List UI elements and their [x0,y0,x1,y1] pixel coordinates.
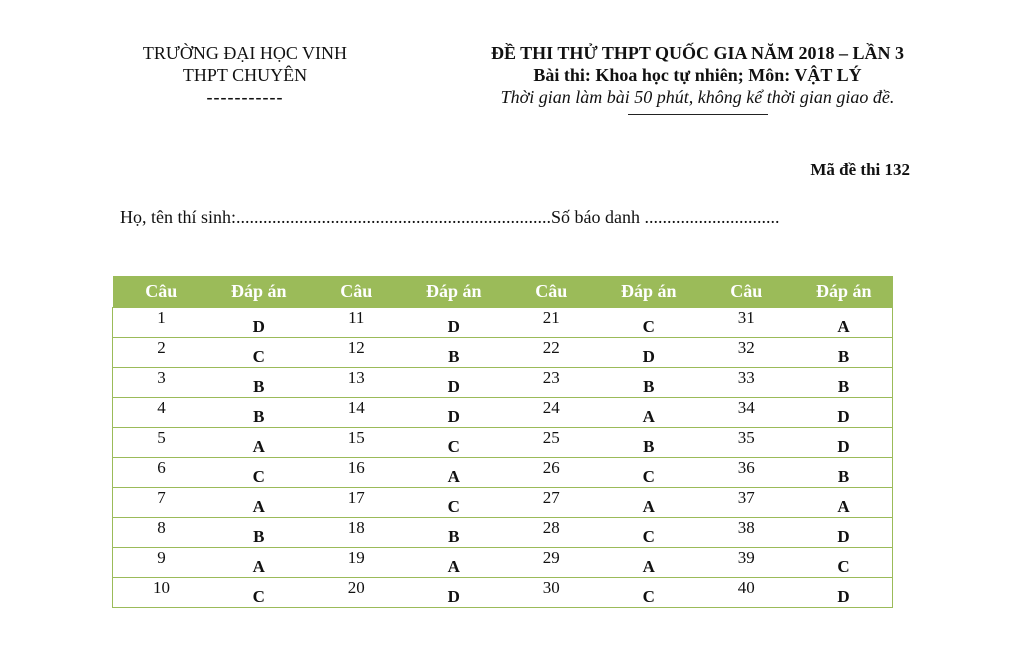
question-number: 32 [698,338,796,368]
answer-letter: C [210,458,308,488]
question-number: 15 [308,428,406,458]
answer-letter: C [600,518,698,548]
question-number: 35 [698,428,796,458]
answer-letter: B [405,518,503,548]
question-number: 1 [113,308,211,338]
question-number: 39 [698,548,796,578]
question-number: 20 [308,578,406,608]
answer-letter: A [795,488,893,518]
question-number: 5 [113,428,211,458]
exam-code: Mã đề thi 132 [810,160,910,179]
question-number: 27 [503,488,601,518]
answer-letter: A [210,428,308,458]
question-number: 16 [308,458,406,488]
question-number: 3 [113,368,211,398]
table-row [113,308,893,338]
question-number: 10 [113,578,211,608]
exam-divider [628,114,768,115]
answer-letter: A [210,488,308,518]
answer-letter: D [600,338,698,368]
question-number: 36 [698,458,796,488]
col-header-answer: Đáp án [795,276,893,308]
question-number: 14 [308,398,406,428]
answer-letter: C [405,428,503,458]
answer-letter: B [795,338,893,368]
question-number: 19 [308,548,406,578]
question-number: 26 [503,458,601,488]
answer-letter: A [405,548,503,578]
answer-letter: C [210,338,308,368]
question-number: 38 [698,518,796,548]
answer-letter: B [600,368,698,398]
question-number: 22 [503,338,601,368]
exam-title: ĐỀ THI THỬ THPT QUỐC GIA NĂM 2018 – LẦN 3 [490,43,905,63]
col-header-answer: Đáp án [210,276,308,308]
table-row [113,548,893,578]
answer-letter: C [210,578,308,608]
question-number: 40 [698,578,796,608]
question-number: 24 [503,398,601,428]
question-number: 12 [308,338,406,368]
answer-letter: B [405,338,503,368]
question-number: 21 [503,308,601,338]
answer-table-header [113,276,893,308]
answer-letter: C [405,488,503,518]
question-number: 33 [698,368,796,398]
answer-table [112,276,893,608]
question-number: 18 [308,518,406,548]
question-number: 11 [308,308,406,338]
question-number: 4 [113,398,211,428]
question-number: 23 [503,368,601,398]
answer-letter: A [600,488,698,518]
question-number: 7 [113,488,211,518]
question-number: 28 [503,518,601,548]
answer-letter: B [210,398,308,428]
answer-letter: D [405,308,503,338]
exam-block [455,42,940,115]
answer-letter: D [210,308,308,338]
answer-letter: C [795,548,893,578]
answer-letter: B [210,518,308,548]
question-number: 8 [113,518,211,548]
answer-letter: A [600,398,698,428]
question-number: 17 [308,488,406,518]
answer-letter: C [600,578,698,608]
answer-letter: D [405,578,503,608]
answer-letter: A [405,458,503,488]
question-number: 13 [308,368,406,398]
answer-letter: D [795,578,893,608]
answer-letter: D [405,398,503,428]
question-number: 9 [113,548,211,578]
answer-letter: D [795,428,893,458]
candidate-line: Họ, tên thí sinh:......................................................................Số báo danh .............................. [120,207,780,227]
question-number: 2 [113,338,211,368]
school-division: THPT CHUYÊN [182,65,308,85]
answer-letter: C [600,308,698,338]
table-row [113,488,893,518]
question-number: 31 [698,308,796,338]
answer-letter: D [405,368,503,398]
question-number: 29 [503,548,601,578]
table-row [113,578,893,608]
school-block [120,42,370,108]
answer-letter: A [600,548,698,578]
answer-letter: B [600,428,698,458]
question-number: 6 [113,458,211,488]
answer-letter: B [210,368,308,398]
answer-letter: A [210,548,308,578]
question-number: 25 [503,428,601,458]
answer-letter: A [795,308,893,338]
table-row [113,458,893,488]
col-header-question: Câu [503,276,601,308]
question-number: 34 [698,398,796,428]
col-header-question: Câu [113,276,211,308]
school-separator: ----------- [206,87,284,107]
answer-letter: B [795,458,893,488]
table-row [113,368,893,398]
table-row [113,338,893,368]
answer-letter: D [795,518,893,548]
school-name: TRƯỜNG ĐẠI HỌC VINH [142,43,348,63]
col-header-question: Câu [308,276,406,308]
col-header-answer: Đáp án [600,276,698,308]
col-header-answer: Đáp án [405,276,503,308]
exam-subject: Bài thi: Khoa học tự nhiên; Môn: VẬT LÝ [533,65,862,85]
exam-time: Thời gian làm bài 50 phút, không kể thời gian giao đề. [500,87,895,107]
question-number: 37 [698,488,796,518]
table-row [113,428,893,458]
answer-letter: D [795,398,893,428]
table-row [113,398,893,428]
question-number: 30 [503,578,601,608]
table-row [113,518,893,548]
col-header-question: Câu [698,276,796,308]
answer-letter: B [795,368,893,398]
answer-letter: C [600,458,698,488]
